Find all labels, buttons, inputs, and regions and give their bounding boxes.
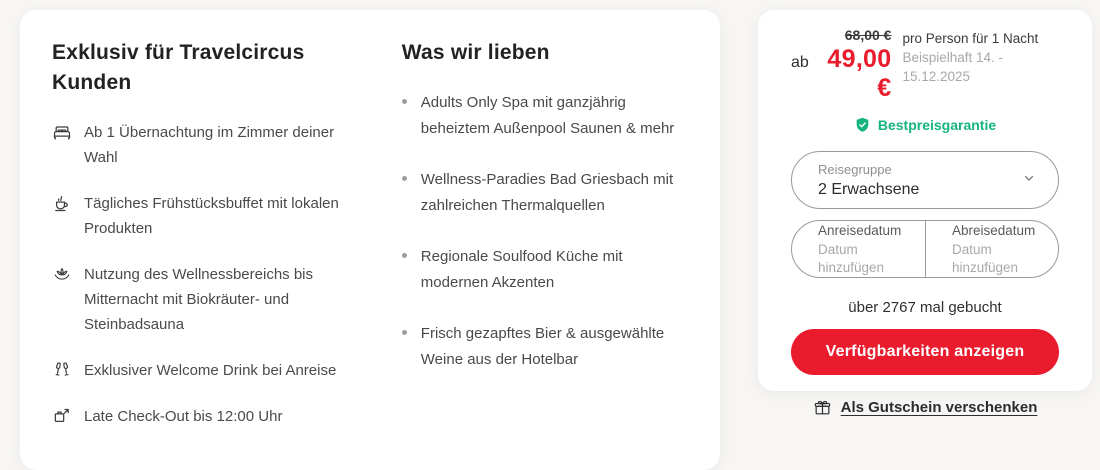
gift-voucher-link[interactable]	[791, 398, 1059, 417]
love-text: Regionale Soulfood Küche mit modernen Akzenten	[420, 248, 623, 291]
benefit-item	[52, 404, 358, 429]
best-price-guarantee	[791, 116, 1059, 134]
love-text: Wellness-Paradies Bad Griesbach mit zahlreichen Thermalquellen	[420, 171, 674, 214]
bullet-dot-icon	[402, 253, 407, 258]
current-price: 49,00 €	[827, 45, 892, 102]
old-price: 68,00 €	[844, 27, 892, 43]
bullet-dot-icon	[402, 330, 407, 335]
exclusive-title: Exklusiv für Travelcircus Kunden	[52, 41, 305, 94]
love-column	[402, 38, 688, 442]
price-prefix: ab	[791, 54, 809, 71]
arrival-date-placeholder: Datum hinzufügen	[818, 241, 885, 275]
benefit-item	[52, 191, 358, 241]
champagne-icon	[52, 360, 72, 380]
travel-group-label: Reisegruppe	[818, 161, 892, 177]
travel-group-select[interactable]	[791, 151, 1059, 209]
list-item	[402, 244, 688, 296]
benefit-text: Ab 1 Übernachtung im Zimmer deiner Wahl	[84, 124, 335, 166]
example-dates-text: Beispielhaft 14. - 15.12.2025	[902, 50, 1004, 84]
love-title: Was wir lieben	[401, 41, 550, 64]
benefit-item	[52, 358, 358, 383]
date-range-field	[791, 220, 1059, 278]
exclusive-column	[52, 38, 358, 442]
per-person-text: pro Person für 1 Nacht	[902, 31, 1039, 46]
arrival-date-field[interactable]	[792, 221, 925, 277]
times-booked-text: über 2767 mal gebucht	[848, 299, 1002, 316]
benefit-item	[52, 120, 358, 170]
coffee-icon	[52, 193, 72, 213]
arrival-date-label: Anreisedatum	[818, 222, 902, 238]
checkout-icon	[52, 406, 72, 426]
chevron-down-icon	[1022, 171, 1036, 190]
benefit-text: Late Check-Out bis 12:00 Uhr	[84, 408, 283, 425]
benefit-text: Tägliches Frühstücksbuffet mit lokalen Produkten	[84, 195, 339, 237]
voucher-label: Als Gutschein verschenken	[840, 399, 1038, 416]
departure-date-field[interactable]	[925, 221, 1058, 277]
list-item	[402, 90, 688, 142]
benefit-item	[52, 262, 358, 337]
guarantee-label: Bestpreisgarantie	[877, 117, 997, 133]
show-availability-button[interactable]: Verfügbarkeiten anzeigen	[791, 329, 1059, 375]
departure-date-placeholder: Datum hinzufügen	[952, 241, 1019, 275]
price-block	[791, 27, 1059, 103]
list-item	[402, 321, 688, 373]
price-info	[902, 27, 1059, 103]
list-item	[402, 167, 688, 219]
gift-icon	[813, 398, 832, 417]
love-text: Frisch gezapftes Bier & ausgewählte Weine aus der Hotelbar	[420, 325, 665, 368]
benefit-text: Nutzung des Wellnessbereichs bis Mitternacht mit Biokräuter- und Steinbadsauna	[84, 266, 314, 333]
benefits-card	[20, 10, 720, 470]
lotus-icon	[52, 264, 72, 284]
price-left	[791, 27, 891, 103]
bed-icon	[52, 122, 72, 142]
bullet-dot-icon	[402, 99, 407, 104]
bullet-dot-icon	[402, 176, 407, 181]
travel-group-value: 2 Erwachsene	[818, 180, 920, 198]
booking-card	[758, 10, 1092, 416]
benefit-text: Exklusiver Welcome Drink bei Anreise	[84, 362, 337, 379]
love-text: Adults Only Spa mit ganzjährig beheiztem Außenpool Saunen & mehr	[420, 94, 675, 137]
shield-check-icon	[854, 116, 871, 134]
departure-date-label: Abreisedatum	[952, 222, 1036, 238]
